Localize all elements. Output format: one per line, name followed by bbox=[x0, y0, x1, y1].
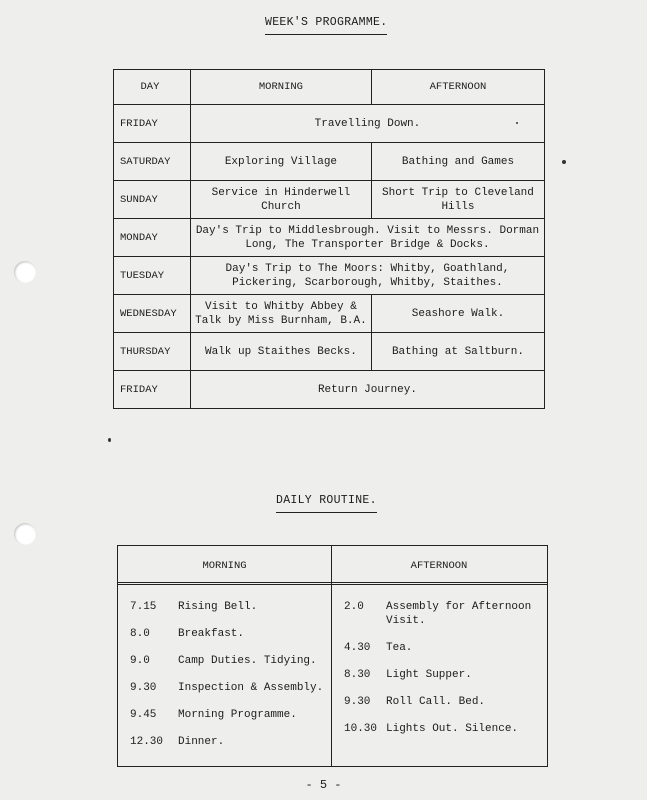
table-row bbox=[114, 257, 545, 295]
column-divider bbox=[331, 546, 332, 766]
morning-cell: Walk up Staithes Becks. bbox=[190, 333, 371, 371]
morning-cell: Exploring Village bbox=[190, 143, 371, 181]
activity: Dinner. bbox=[178, 736, 225, 748]
activity: Lights Out. Silence. bbox=[386, 723, 519, 735]
all-day-cell: Travelling Down. bbox=[190, 105, 544, 143]
activity: Breakfast. bbox=[178, 628, 245, 640]
all-day-cell: Return Journey. bbox=[190, 371, 544, 409]
afternoon-cell: Bathing at Saltburn. bbox=[371, 333, 544, 371]
table-row bbox=[114, 143, 545, 181]
list-item bbox=[130, 708, 330, 735]
week-programme-title: WEEK'S PROGRAMME. bbox=[265, 16, 387, 35]
list-item bbox=[130, 627, 330, 654]
day-cell: THURSDAY bbox=[114, 333, 191, 371]
table-row bbox=[114, 295, 545, 333]
table-row bbox=[114, 105, 545, 143]
afternoon-cell: Bathing and Games bbox=[371, 143, 544, 181]
time: 9.30 bbox=[344, 696, 371, 708]
list-item bbox=[344, 722, 544, 749]
list-item bbox=[344, 600, 544, 641]
list-item bbox=[344, 641, 544, 668]
header-afternoon: AFTERNOON bbox=[410, 560, 468, 572]
header-afternoon: AFTERNOON bbox=[371, 70, 544, 105]
punch-hole-bottom bbox=[14, 523, 36, 545]
table-row bbox=[114, 333, 545, 371]
afternoon-routine-list bbox=[344, 600, 544, 749]
list-item bbox=[130, 681, 330, 708]
activity: Inspection & Assembly. bbox=[178, 682, 324, 694]
list-item bbox=[344, 695, 544, 722]
time: 9.45 bbox=[130, 709, 157, 721]
activity: Assembly for Afternoon Visit. bbox=[386, 601, 532, 627]
header-day: DAY bbox=[114, 70, 191, 105]
table-row bbox=[114, 181, 545, 219]
punch-hole-top bbox=[14, 261, 36, 283]
morning-cell: Visit to Whitby Abbey & Talk by Miss Burnham, B.A. bbox=[190, 295, 371, 333]
day-cell: MONDAY bbox=[114, 219, 191, 257]
day-cell: SUNDAY bbox=[114, 181, 191, 219]
list-item bbox=[344, 668, 544, 695]
time: 4.30 bbox=[344, 642, 371, 654]
time: 7.15 bbox=[130, 601, 157, 613]
time: 9.30 bbox=[130, 682, 157, 694]
time: 2.0 bbox=[344, 601, 364, 613]
time: 8.30 bbox=[344, 669, 371, 681]
all-day-cell: Day's Trip to The Moors: Whitby, Goathland, Pickering, Scarborough, Whitby, Staithes. bbox=[190, 257, 544, 295]
afternoon-cell: Seashore Walk. bbox=[371, 295, 544, 333]
ink-speck bbox=[108, 438, 111, 442]
daily-routine-table bbox=[117, 545, 548, 767]
header-morning: MORNING bbox=[202, 560, 247, 572]
activity: Light Supper. bbox=[386, 669, 472, 681]
morning-routine-list bbox=[130, 600, 330, 762]
table-header-row bbox=[114, 70, 545, 105]
routine-header-row bbox=[118, 546, 547, 583]
afternoon-cell: Short Trip to Cleveland Hills bbox=[371, 181, 544, 219]
table-row bbox=[114, 219, 545, 257]
week-programme-table bbox=[113, 69, 545, 409]
day-cell: SATURDAY bbox=[114, 143, 191, 181]
time: 10.30 bbox=[344, 723, 378, 735]
list-item bbox=[130, 654, 330, 681]
time: 9.0 bbox=[130, 655, 150, 667]
morning-cell: Service in Hinderwell Church bbox=[190, 181, 371, 219]
activity: Morning Programme. bbox=[178, 709, 297, 721]
daily-routine-title: DAILY ROUTINE. bbox=[276, 494, 377, 513]
time: 12.30 bbox=[130, 736, 164, 748]
time: 8.0 bbox=[130, 628, 150, 640]
activity: Tea. bbox=[386, 642, 413, 654]
ink-speck bbox=[562, 160, 566, 164]
activity: Rising Bell. bbox=[178, 601, 258, 613]
day-cell: FRIDAY bbox=[114, 105, 191, 143]
day-cell: TUESDAY bbox=[114, 257, 191, 295]
activity: Camp Duties. Tidying. bbox=[178, 655, 317, 667]
list-item bbox=[130, 735, 330, 762]
list-item bbox=[130, 600, 330, 627]
page-number: - 5 - bbox=[305, 778, 342, 792]
activity: Roll Call. Bed. bbox=[386, 696, 486, 708]
all-day-cell: Day's Trip to Middlesbrough. Visit to Messrs. Dorman Long, The Transporter Bridge & Docks. bbox=[190, 219, 544, 257]
day-cell: FRIDAY bbox=[114, 371, 191, 409]
table-row bbox=[114, 371, 545, 409]
day-cell: WEDNESDAY bbox=[114, 295, 191, 333]
header-morning: MORNING bbox=[190, 70, 371, 105]
